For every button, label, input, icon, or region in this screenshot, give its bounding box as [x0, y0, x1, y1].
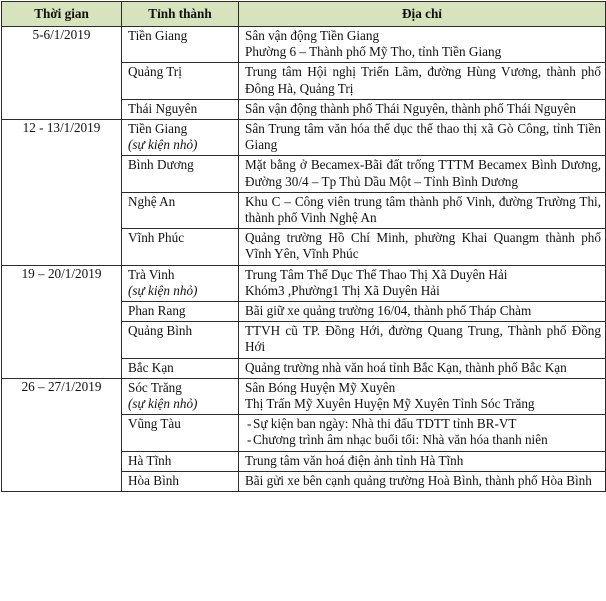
schedule-table — [1, 1, 606, 492]
province-cell — [122, 378, 239, 414]
province-cell: Phan Rang — [122, 302, 239, 322]
address-cell — [239, 378, 606, 414]
table-row — [2, 378, 606, 414]
time-cell: 5-6/1/2019 — [2, 27, 122, 120]
address-cell: Sân Trung tâm văn hóa thể dục thể thao thị xã Gò Công, tỉnh Tiền Giang — [239, 120, 606, 156]
province-cell: Tiền Giang — [122, 27, 239, 63]
address-cell: Sân vận động thành phố Thái Nguyên, thành phố Thái Nguyên — [239, 99, 606, 119]
address-line: Phường 6 – Thành phố Mỹ Tho, tỉnh Tiền Giang — [245, 44, 502, 60]
time-cell: 26 – 27/1/2019 — [2, 378, 122, 491]
address-line: Trung Tâm Thể Dục Thể Thao Thị Xã Duyên Hải — [245, 266, 508, 282]
table-row — [2, 27, 606, 63]
address-cell: Quảng trường nhà văn hoá tỉnh Bắc Kạn, thành phố Bắc Kạn — [239, 358, 606, 378]
address-line: Khóm3 ,Phường1 Thị Xã Duyên Hải — [245, 282, 440, 298]
table-row — [2, 265, 606, 301]
address-bullet: - Sự kiện ban ngày: Nhà thi đấu TDTT tỉnh BR-VT — [247, 416, 517, 432]
province-cell — [122, 265, 239, 301]
address-cell: Bãi giữ xe quảng trường 16/04, thành phố Tháp Chàm — [239, 302, 606, 322]
province-cell: Quảng Bình — [122, 322, 239, 358]
time-cell: 12 - 13/1/2019 — [2, 120, 122, 266]
address-cell — [239, 415, 606, 451]
address-cell: Mặt bằng ở Becamex-Bãi đất trống TTTM Becamex Bình Dương, Đường 30/4 – Tp Thủ Dầu Một – Tỉnh Bình Dương — [239, 156, 606, 192]
address-bullet-text: Sự kiện ban ngày: Nhà thi đấu TDTT tỉnh BR-VT — [253, 416, 517, 432]
province-name: Tiền Giang — [128, 121, 188, 137]
province-cell: Bắc Kạn — [122, 358, 239, 378]
address-line: Thị Trấn Mỹ Xuyên Huyện Mỹ Xuyên Tỉnh Sóc Trăng — [245, 396, 535, 412]
province-cell: Quảng Trị — [122, 63, 239, 99]
address-line: Sân Bóng Huyện Mỹ Xuyên — [245, 379, 396, 395]
header-time: Thời gian — [2, 2, 122, 27]
address-bullet-text: Chương trình âm nhạc buổi tối: Nhà văn hóa thanh niên — [253, 432, 548, 448]
header-address: Địa chỉ — [239, 2, 606, 27]
table-row — [2, 120, 606, 156]
address-cell: Bãi gửi xe bên cạnh quảng trường Hoà Bình, thành phố Hòa Bình — [239, 471, 606, 491]
small-event-note: (sự kiện nhỏ) — [128, 396, 198, 412]
address-cell: TTVH cũ TP. Đồng Hới, đường Quang Trung, Thành phố Đồng Hới — [239, 322, 606, 358]
province-name: Sóc Trăng — [128, 379, 182, 395]
address-cell: Trung tâm Hội nghị Triển Lãm, đường Hùng Vương, thành phố Đông Hà, Quảng Trị — [239, 63, 606, 99]
time-cell: 19 – 20/1/2019 — [2, 265, 122, 378]
address-line: Sân vận động Tiền Giang — [245, 28, 380, 43]
small-event-note: (sự kiện nhỏ) — [128, 282, 198, 298]
province-cell: Bình Dương — [122, 156, 239, 192]
address-cell: Khu C – Công viên trung tâm thành phố Vinh, đường Trường Thi, thành phố Vinh Nghệ An — [239, 192, 606, 228]
province-cell: Vĩnh Phúc — [122, 229, 239, 265]
address-bullet: - Chương trình âm nhạc buổi tối: Nhà văn hóa thanh niên — [247, 432, 548, 448]
province-cell: Vũng Tàu — [122, 415, 239, 451]
address-cell: Quảng trường Hồ Chí Minh, phường Khai Quangm thành phố Vĩnh Yên, Vĩnh Phúc — [239, 229, 606, 265]
province-name: Trà Vinh — [128, 266, 175, 282]
address-cell — [239, 265, 606, 301]
province-cell — [122, 120, 239, 156]
province-cell: Hà Tĩnh — [122, 451, 239, 471]
province-cell: Thái Nguyên — [122, 99, 239, 119]
small-event-note: (sự kiện nhỏ) — [128, 137, 198, 153]
province-cell: Nghệ An — [122, 192, 239, 228]
header-province: Tỉnh thành — [122, 2, 239, 27]
address-cell: Trung tâm văn hoá điện ảnh tỉnh Hà Tĩnh — [239, 451, 606, 471]
header-row — [2, 2, 606, 27]
province-cell: Hòa Bình — [122, 471, 239, 491]
address-cell — [239, 27, 606, 63]
